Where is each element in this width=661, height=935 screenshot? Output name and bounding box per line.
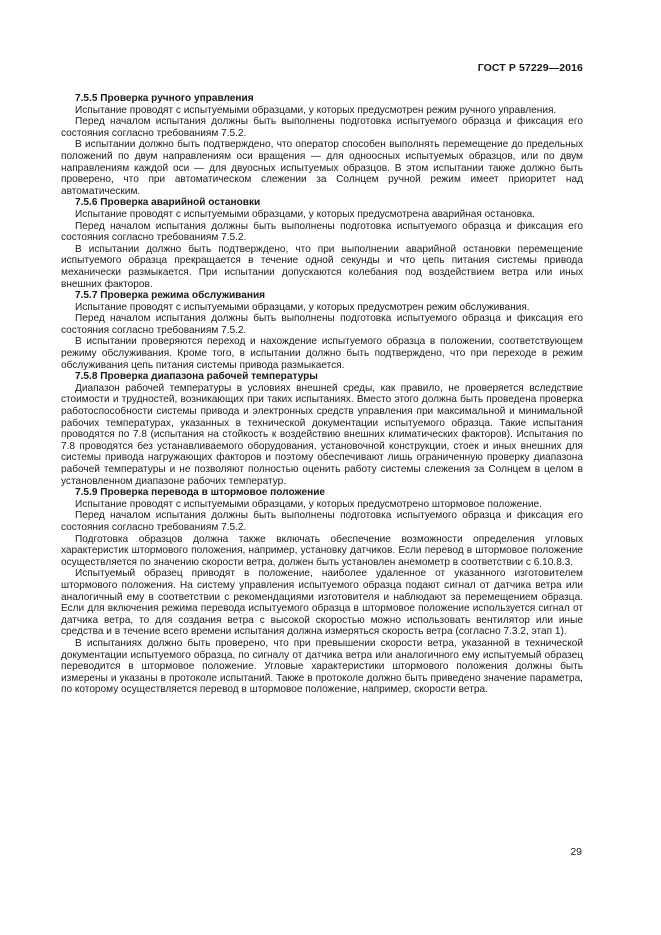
paragraph: В испытании должно быть подтверждено, что при выполнении аварийной остановки перемещение испытуемого образца прекращается в течение одной секунды и что цепь питания системы привода механически размыкается. При испытании допускаются колебания под воздействием ветра или иных внешних факторов. — [61, 243, 583, 290]
document-id: ГОСТ Р 57229—2016 — [477, 62, 583, 74]
paragraph: В испытании проверяются переход и нахождение испытуемого образца в положении, соответствующем режиму обслуживания. Кроме того, в испытании должно быть подтверждено, что при переходе в режим обслуживания цепь питания системы привода размыкается. — [61, 336, 583, 371]
paragraph: Перед началом испытания должны быть выполнены подготовка испытуемого образца и фиксация его состояния согласно требованиям 7.5.2. — [61, 220, 583, 244]
paragraph: Испытание проводят с испытуемыми образцами, у которых предусмотрен режим ручного управления. — [75, 104, 557, 116]
section-heading-7-5-8: 7.5.8 Проверка диапазона рабочей температуры — [75, 371, 318, 383]
section-heading-7-5-6: 7.5.6 Проверка аварийной остановки — [75, 197, 261, 209]
paragraph: Подготовка образцов должна также включать обеспечение возможности определения угловых характеристик штормового положения, например, установку датчиков. Если перевод в штормовое положение осуществляется по значению скорости ветра, должен быть установлен анемометр в соответствии с 6.10.8.3. — [61, 533, 583, 568]
paragraph: В испытаниях должно быть проверено, что при превышении скорости ветра, указанной в технической документации испытуемого образца, по сигналу от датчика ветра или аналогичного ему испытуемый образец переводится в штормовое положение. Угловые характеристики штормового положения должны быть измерены и указаны в протоколе испытаний. Также в протоколе должно быть приведено значение параметра, по которому осуществляется перевод в штормовое положение, например, скорости ветра. — [61, 637, 583, 696]
paragraph: В испытании должно быть подтверждено, что оператор способен выполнять перемещение до предельных положений по двум направлениям оси вращения — для одноосных испытуемых образцов, или по двум направлениям каждой оси — для двуосных испытуемых образцов. В этом испытании также должно быть проверено, что при автоматическом слежении за Солнцем ручной режим имеет приоритет над автоматическим. — [61, 139, 583, 197]
paragraph: Испытание проводят с испытуемыми образцами, у которых предусмотрено штормовое положение. — [75, 498, 542, 510]
paragraph: Перед началом испытания должны быть выполнены подготовка испытуемого образца и фиксация его состояния согласно требованиям 7.5.2. — [61, 313, 583, 336]
section-heading-7-5-7: 7.5.7 Проверка режима обслуживания — [75, 290, 266, 302]
paragraph: Испытание проводят с испытуемыми образцами, у которых предусмотрена аварийная остановка. — [75, 208, 536, 220]
paragraph: Перед началом испытания должны быть выполнены подготовка испытуемого образца и фиксация его состояния согласно требованиям 7.5.2. — [61, 116, 583, 139]
paragraph: Испытание проводят с испытуемыми образцами, у которых предусмотрен режим обслуживания. — [75, 301, 530, 313]
section-heading-7-5-9: 7.5.9 Проверка перевода в штормовое положение — [75, 487, 326, 499]
page-number: 29 — [570, 846, 582, 858]
paragraph: Перед началом испытания должны быть выполнены подготовка испытуемого образца и фиксация его состояния согласно требованиям 7.5.2. — [61, 510, 583, 533]
section-heading-7-5-5: 7.5.5 Проверка ручного управления — [75, 93, 254, 104]
paragraph: Испытуемый образец приводят в положение, наиболее удаленное от указанного изготовителем штормового положения. На систему управления испытуемого образца подают сигнал от датчика ветра или аналогичный ему в соответствии с рекомендациями изготовителя и наблюдают за перемещением образца. Если для включения режима перевода испытуемого образца в штормовое положение используется сигнал от датчика ветра, то для создания ветра с высокой скоростью можно использовать вентилятор или иные средства и в течение всего времени испытания должна измеряться скорость ветра (согласно 7.3.2, этап 1). — [61, 568, 583, 638]
paragraph: Диапазон рабочей температуры в условиях внешней среды, как правило, не проверяется вследствие стоимости и трудностей, возникающих при таких испытаниях. Вместо этого должна быть проведена проверка работоспособности системы привода и электронных средств управления при максимальной и минимальной рабочих температурах, указанных в технической документации испытуемого образца. Такие испытания проводятся по 7.8 (испытания на стойкость к воздействию внешних климатических факторов). Испытания по 7.8 проводятся без устанавливаемого оборудования, установочной конструкции, стоек и иных внешних для системы привода нагружающих факторов и поэтому обеспечивают лишь ограниченную проверку диапазона рабочей температуры и не позволяют полностью оценить работу системы слежения за Солнцем в целом в установленном диапазоне рабочих температур. — [61, 382, 583, 487]
page-body — [61, 93, 583, 696]
